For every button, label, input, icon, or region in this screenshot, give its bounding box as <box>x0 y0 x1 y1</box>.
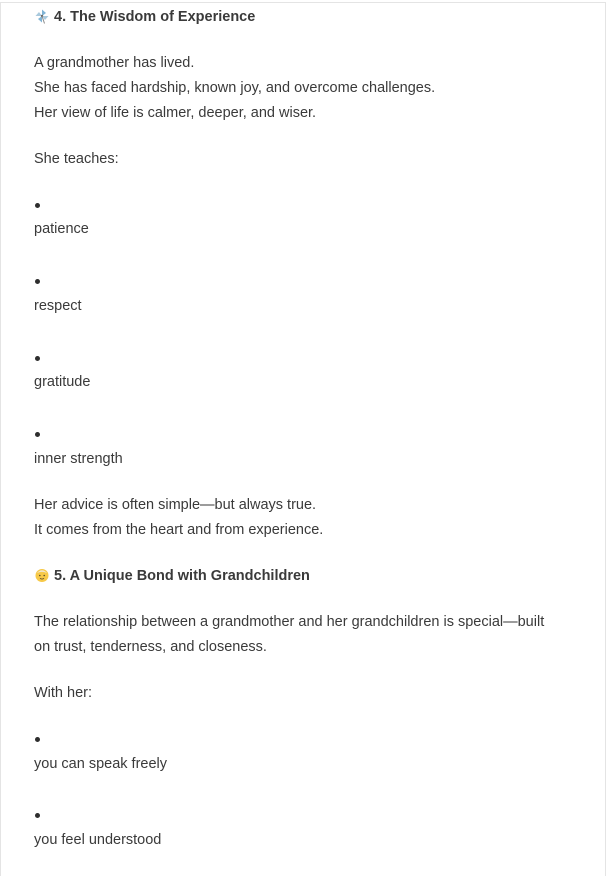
list-item: gratitude <box>34 374 91 390</box>
section-4-intro-line-2: She has faced hardship, known joy, and overcome challenges. <box>34 80 436 96</box>
section-4-closing-line-2: It comes from the heart and from experience. <box>34 522 324 538</box>
pinwheel-icon <box>34 8 50 24</box>
section-4-intro-line-3: Her view of life is calmer, deeper, and wiser. <box>34 105 317 121</box>
list-item: patience <box>34 221 89 237</box>
bullet-marker <box>35 356 40 361</box>
bullet-marker <box>35 432 40 437</box>
section-4-intro-line-1: A grandmother has lived. <box>34 55 195 71</box>
section-4-heading <box>34 7 255 27</box>
section-5-heading <box>34 566 310 586</box>
document-frame <box>0 2 606 876</box>
list-item: you feel understood <box>34 832 162 848</box>
section-4-title: 4. The Wisdom of Experience <box>54 9 256 25</box>
section-5-intro-line-2: on trust, tenderness, and closeness. <box>34 639 267 655</box>
section-5-title: 5. A Unique Bond with Grandchildren <box>54 568 310 584</box>
bullet-marker <box>35 203 40 208</box>
with-her-label: With her: <box>34 685 93 701</box>
list-item: you can speak freely <box>34 756 167 772</box>
grandmother-face-icon <box>34 567 50 583</box>
bullet-marker <box>35 279 40 284</box>
bullet-marker <box>35 737 40 742</box>
section-5-intro-line-1: The relationship between a grandmother and her grandchildren is special—built <box>34 614 545 630</box>
teaches-label: She teaches: <box>34 151 119 167</box>
bullet-marker <box>35 813 40 818</box>
list-item: respect <box>34 298 82 314</box>
section-4-closing-line-1: Her advice is often simple—but always true. <box>34 497 317 513</box>
list-item: inner strength <box>34 451 123 467</box>
